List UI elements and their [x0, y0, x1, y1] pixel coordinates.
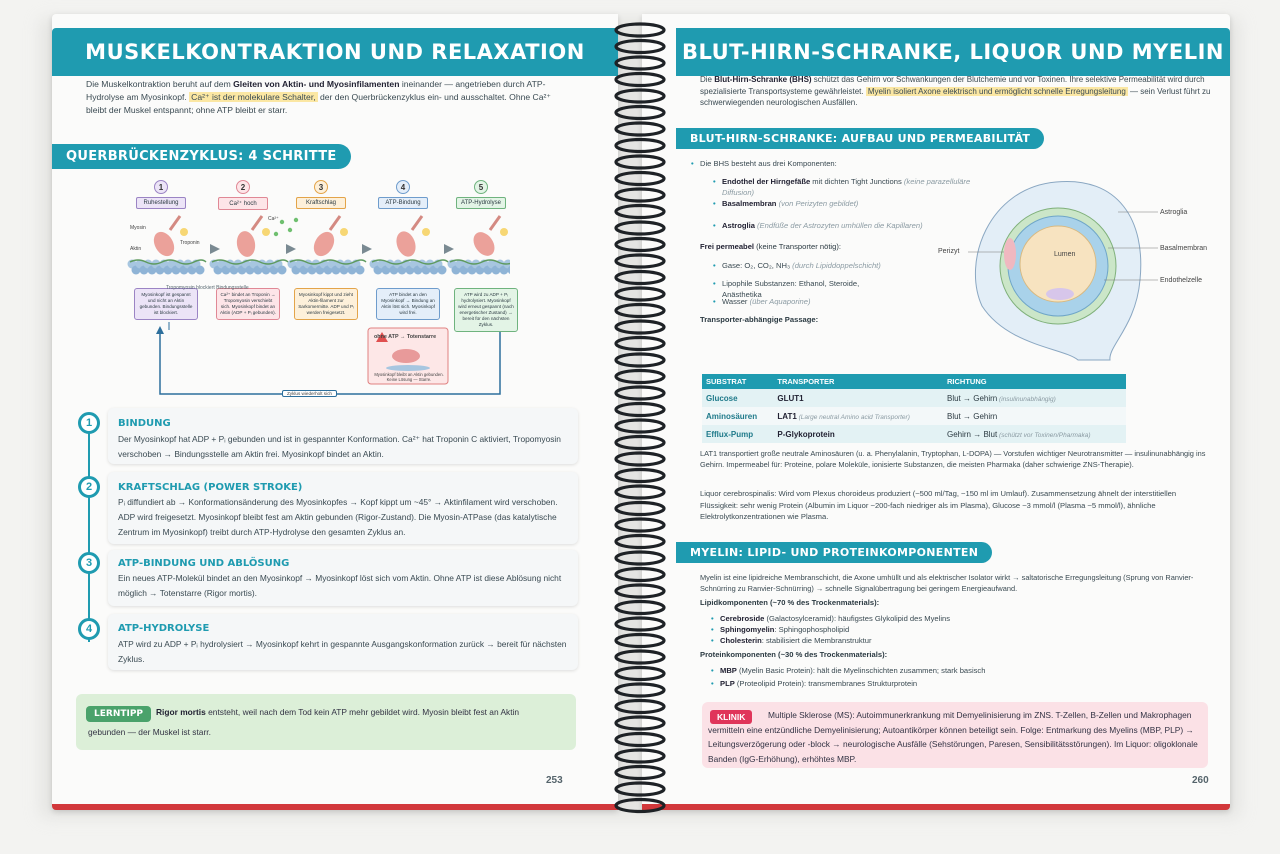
myosin-head-icon — [392, 349, 420, 363]
table-row — [702, 407, 1126, 425]
component-item: • Astroglia (Endfüße der Astrozyten umhüllen die Kapillaren) — [722, 220, 972, 231]
table-header: RICHTUNG — [943, 374, 1126, 389]
intro-bold: Blut-Hirn-Schranke (BHS) — [714, 75, 812, 84]
label-aktin: Aktin — [130, 246, 142, 252]
myosin-neck — [170, 216, 180, 230]
lipid-heading: Lipidkomponenten (~70 % des Trockenmaterials): — [700, 598, 880, 607]
spiral-ring — [616, 651, 664, 663]
spiral-ring — [616, 371, 664, 383]
actin-bead — [278, 266, 287, 275]
frei-item: • Gase: O₂, CO₂, NH₃ (durch Lipiddoppelschicht) — [722, 260, 882, 271]
spiral-ring — [616, 717, 664, 729]
step-number-badge: 3 — [78, 552, 100, 574]
frei-item: • Wasser (über Aquaporine) — [722, 296, 882, 307]
step-label: Kraftschlag — [296, 197, 346, 209]
spiral-ring — [616, 404, 664, 416]
bhs-lead: • Die BHS besteht aus drei Komponenten: — [700, 158, 837, 169]
intro-highlight: Myelin isoliert Axone elektrisch und ermöglicht schnelle Erregungsleitung — [867, 86, 1126, 96]
myosin-neck — [252, 216, 262, 230]
section-heading-bhs: BLUT-HIRN-SCHRANKE: AUFBAU UND PERMEABILITÄT — [676, 128, 1044, 149]
spiral-ring — [616, 783, 664, 795]
crossbridge-cycle-diagram — [70, 172, 514, 402]
step-description-box: ATP wird zu ADP + Pᵢ hydrolysiert. Myosinkopf wird erneut gespannt (nach energetischer Zustand) → bereit für den nächsten Zyklus. — [454, 288, 518, 332]
spiral-ring — [616, 800, 664, 812]
calcium-ion-icon — [280, 220, 284, 224]
step-label: Ca²⁺ hoch — [218, 197, 268, 210]
spiral-ring — [616, 668, 664, 680]
section-heading-querbrueckenzyklus: QUERBRÜCKENZYKLUS: 4 SCHRITTE — [52, 144, 351, 169]
klinik-text: Multiple Sklerose (MS): Autoimmunerkrankung mit Demyelinisierung im ZNS. T-Zellen, B-Zellen und Makrophagen vermitteln eine entzündliche Demyelinisierung; Autoantikörper können beteiligt sein. Folge: Entmarkung des Myelins (MBP, PLP) → Leitungsverzögerung oder -block → neurologische Ausfälle (Sehstörungen, Paresen, Sensibilitätsstörungen). Im Liquor: oligoklonale Banden (IgG-Erhöhung), erhöhtes MBP. — [708, 710, 1198, 764]
protein-item: • PLP (Proteolipid Protein): transmembranes Strukturprotein — [720, 678, 1200, 689]
step-title: ATP-HYDROLYSE — [118, 623, 210, 634]
intro-text: Die — [700, 75, 715, 84]
intro-text: ineinander — angetrieben durch ATP-Hydrolyse am Myosinkopf. — [86, 79, 546, 102]
spiral-ring — [616, 321, 664, 333]
step-number: 1 — [154, 180, 168, 194]
spiral-ring — [616, 684, 664, 696]
arrow-icon — [210, 244, 220, 254]
myosin-neck — [490, 216, 500, 230]
table-cell: Gehirn → Blut (schützt vor Toxinen/Pharmaka) — [943, 425, 1126, 443]
spiral-ring — [616, 288, 664, 300]
step-title: BINDUNG — [118, 418, 171, 429]
step-number-badge: 2 — [78, 476, 100, 498]
step-number: 4 — [396, 180, 410, 194]
myosin-neck — [412, 216, 422, 230]
intro-text: Die Muskelkontraktion beruht auf dem — [86, 79, 234, 89]
table-cell: Blut → Gehirn — [943, 407, 1126, 425]
spiral-ring — [616, 222, 664, 234]
table-cell: Aminosäuren — [702, 407, 773, 425]
spiral-ring — [616, 585, 664, 597]
spiral-ring — [616, 156, 664, 168]
frei-heading-note: (keine Transporter nötig): — [754, 242, 841, 251]
spiral-ring — [616, 437, 664, 449]
step-body: Der Myosinkopf hat ADP + Pᵢ gebunden und ist in gespannter Konformation. Ca²⁺ hat Troponin C aktiviert, Tropomyosin verschoben → Bindungsstelle am Aktin frei. Myosinkopf bindet an Aktin. — [118, 434, 561, 459]
atp-molecule-icon — [340, 228, 348, 236]
myosin-head-icon — [310, 228, 339, 260]
klinik-tag: KLINIK — [710, 710, 752, 724]
timeline-line — [88, 432, 90, 642]
step-number: 3 — [314, 180, 328, 194]
component-item: • Endothel der Hirngefäße mit dichten Tight Junctions (keine parazelluläre Diffusion) — [722, 176, 972, 198]
spiral-ring — [616, 239, 664, 251]
klinik-box — [702, 702, 1208, 768]
arrow-icon — [444, 244, 454, 254]
atp-molecule-icon — [500, 228, 508, 236]
spiral-ring — [616, 173, 664, 185]
actin-bead — [438, 266, 447, 275]
actin-bead — [196, 266, 205, 275]
spiral-ring — [616, 140, 664, 152]
lerntipp-line1: entsteht, weil nach dem Tod kein ATP mehr gebildet wird. Myosin bleibt fest an Aktin — [205, 707, 520, 717]
label-tropomyosin: Tropomyosin blockiert Bindungsstelle — [166, 285, 249, 291]
table-header: TRANSPORTER — [773, 374, 943, 389]
spiral-ring — [616, 420, 664, 432]
table-cell: Efflux-Pump — [702, 425, 773, 443]
intro-highlight: Ca²⁺ ist der molekulare Schalter, — [191, 92, 316, 102]
atp-molecule-icon — [262, 228, 270, 236]
atp-molecule-icon — [180, 228, 188, 236]
myosin-head-icon — [393, 229, 419, 260]
frei-heading-bold: Frei permeabel — [700, 242, 755, 251]
spiral-ring — [616, 354, 664, 366]
label-ca: Ca²⁺ — [268, 216, 279, 222]
step-description-box: Myosinkopf ist gespannt und nicht an Aktin gebunden. Bindungsstelle ist blockiert. — [134, 288, 198, 320]
spiral-ring — [616, 123, 664, 135]
frei-heading — [700, 242, 841, 251]
spiral-ring — [616, 24, 664, 36]
spiral-ring — [616, 486, 664, 498]
table-row — [702, 425, 1126, 443]
step-label: ATP-Bindung — [378, 197, 428, 209]
protein-item: • MBP (Myelin Basic Protein): hält die Myelinschichten zusammen; stark basisch — [720, 665, 1200, 676]
spiral-ring — [616, 255, 664, 267]
step-number-badge: 4 — [78, 618, 100, 640]
lipid-item: • Sphingomyelin: Sphingophospholipid — [720, 624, 1200, 635]
step-body: ATP wird zu ADP + Pᵢ hydrolysiert → Myosinkopf kehrt in gespannte Ausgangskonformation zurück → bereit für nächsten Zyklus. — [118, 639, 567, 664]
intro-text: schützt das Gehirn vor Schwankungen der Blutchemie und vor Toxinen. Ihre selektive Permeabilität wird durch spezialisierte Transportsysteme gewährleistet. — [700, 75, 1205, 96]
lipid-item: • Cerebroside (Galactosylceramid): häufigstes Glykolipid des Myelins — [720, 613, 1200, 624]
intro-bold: Gleiten von Aktin- und Myosinfilamenten — [233, 79, 400, 89]
section-heading-myelin: MYELIN: LIPID- UND PROTEINKOMPONENTEN — [676, 542, 992, 563]
spiral-ring — [616, 189, 664, 201]
step-number-badge: 1 — [78, 412, 100, 434]
liquor-text: Liquor cerebrospinalis: Wird vom Plexus choroideus produziert (~500 ml/Tag, ~150 ml im Umlauf). Zusammensetzung ähnelt der interstitiellen Flüssigkeit: sehr wenig Protein (Albumin im Liquor ~200-fach niedriger als im Plasma), Glucose ~3 mmol/l (Plasma ~5 mmol/l), ähnliche Elektrolytkonzentrationen wie Plasma. — [700, 489, 1177, 521]
spiral-ring — [616, 470, 664, 482]
step-number: 5 — [474, 180, 488, 194]
calcium-ion-icon — [274, 232, 278, 236]
cycle-return-line — [160, 332, 500, 394]
step-label: Ruhestellung — [136, 197, 186, 209]
spiral-ring — [616, 272, 664, 284]
frei-item: • Lipophile Substanzen: Ethanol, Steroide, Anästhetika — [722, 278, 882, 300]
step-title: KRAFTSCHLAG (POWER STROKE) — [118, 482, 303, 493]
label-myosin: Myosin — [130, 225, 146, 231]
pericyte-shape — [1004, 238, 1016, 270]
step-body: Ein neues ATP-Molekül bindet an den Myosinkopf → Myosinkopf löst sich vom Aktin. Ohne ATP ist diese Ablösung nicht möglich → Totenstarre (Rigor mortis). — [118, 573, 562, 598]
spiral-ring — [616, 536, 664, 548]
label-lumen: Lumen — [1054, 251, 1076, 258]
table-cell: GLUT1 — [773, 389, 943, 407]
transport-heading: Transporter-abhängige Passage: — [700, 315, 819, 324]
transporter-table — [702, 374, 1126, 443]
warning-title: ohne ATP → Totenstarre — [374, 334, 437, 340]
label-perizyt: Perizyt — [938, 248, 960, 255]
right-intro — [700, 74, 1218, 109]
capillary-diagram — [968, 176, 1168, 366]
table-cell: Glucose — [702, 389, 773, 407]
myelin-intro: Myelin ist eine lipidreiche Membranschicht, die Axone umhüllt und als elektrischer Isolator wirkt → saltatorische Erregungsleitung (Sprung von Ranvier-Schnürring zu Ranvier-Schnürring) → schnelle Signalübertragung bei geringem Energieaufwand. — [700, 573, 1194, 593]
cycle-label: Zyklus wiederholt sich — [282, 390, 337, 397]
actin-bead — [356, 266, 365, 275]
myosin-neck — [330, 216, 340, 230]
label-basalmembran: Basalmembran — [1160, 245, 1208, 252]
spiral-ring — [616, 552, 664, 564]
step-label: ATP-Hydrolyse — [456, 197, 506, 209]
table-row — [702, 389, 1126, 407]
spiral-ring — [616, 519, 664, 531]
label-astroglia: Astroglia — [1160, 209, 1188, 216]
lerntipp-bold: Rigor mortis — [156, 707, 206, 717]
lerntipp-text — [156, 704, 566, 721]
calcium-ion-icon — [288, 228, 292, 232]
actin-filament-icon — [386, 365, 430, 371]
left-page-number: 253 — [546, 775, 563, 786]
step-description-box: ATP bindet an den Myosinkopf → Bindung an Aktin löst sich. Myosinkopf wird frei. — [376, 288, 440, 320]
intro-text: — sein Verlust führt zu schwerwiegenden neurologischen Ausfällen. — [700, 86, 1211, 107]
warning-text: Myosinkopf bleibt an Aktin gebunden. Keine Lösung — Starre. — [374, 372, 444, 382]
spiral-ring — [616, 74, 664, 86]
spiral-ring — [616, 338, 664, 350]
table-cell: P-Glykoprotein — [773, 425, 943, 443]
left-page-title: MUSKELKONTRAKTION UND RELAXATION — [52, 28, 618, 76]
myosin-head-icon — [150, 228, 179, 260]
step-description-box: Myosinkopf kippt und zieht Aktin-filament zur Sarkomermitte. ADP und Pᵢ werden freigesetzt. — [294, 288, 358, 320]
table-cell: LAT1 (Large neutral Amino acid Transporter) — [773, 407, 943, 425]
spiral-binding — [600, 0, 680, 854]
spiral-ring — [616, 750, 664, 762]
spiral-ring — [616, 569, 664, 581]
nucleus-shape — [1046, 288, 1074, 300]
spiral-ring — [616, 734, 664, 746]
spiral-ring — [616, 503, 664, 515]
spiral-ring — [616, 618, 664, 630]
arrow-icon — [286, 244, 296, 254]
myosin-head-icon — [235, 230, 257, 259]
myosin-head-icon — [469, 228, 499, 260]
spiral-ring — [616, 107, 664, 119]
calcium-ion-icon — [294, 218, 298, 222]
spiral-ring — [616, 41, 664, 53]
spiral-ring — [616, 305, 664, 317]
spiral-ring — [616, 90, 664, 102]
spiral-ring — [616, 767, 664, 779]
step-body: Pᵢ diffundiert ab → Konformationsänderung des Myosinkopfes → Kopf kippt um ~45° → Aktinfilament wird verschoben. ADP wird freigesetzt. Myosinkopf bleibt fest am Aktin gebunden (Rigor-Zustand). Die Myosin-ATPase (das katalytische Zentrum im Myosinkopf) treibt durch ATP-Hydrolyse den gesamten Zyklus an. — [118, 497, 558, 537]
protein-heading: Proteinkomponenten (~30 % des Trockenmaterials): — [700, 650, 888, 659]
table-header: SUBSTRAT — [702, 374, 773, 389]
spiral-ring — [616, 635, 664, 647]
arrow-up-icon — [156, 326, 164, 334]
spiral-ring — [616, 602, 664, 614]
intro-text: der den Querbrückenzyklus ein- und ausschaltet. Ohne Ca²⁺ bleibt der Muskel entspannt; ohne ATP bleibt er starr. — [86, 92, 551, 115]
lerntipp-tag: LERNTIPP — [86, 706, 151, 722]
lerntipp-box — [76, 694, 576, 750]
lerntipp-line2: gebunden — der Muskel ist starr. — [88, 727, 211, 737]
left-intro — [86, 78, 566, 117]
atp-molecule-icon — [422, 228, 430, 236]
step-description-box: Ca²⁺ bindet an Troponin → Tropomyosin verschiebt sich. Myosinkopf bindet an Aktin (ADP + Pᵢ gebunden). — [216, 288, 280, 320]
right-page-title: BLUT-HIRN-SCHRANKE, LIQUOR UND MYELIN — [676, 28, 1230, 76]
spiral-ring — [616, 387, 664, 399]
lipid-item: • Cholesterin: stabilisiert die Membranstruktur — [720, 635, 1200, 646]
step-title: ATP-BINDUNG UND ABLÖSUNG — [118, 558, 290, 569]
label-endothelzelle: Endothelzelle — [1160, 277, 1203, 284]
spiral-ring — [616, 57, 664, 69]
spiral-ring — [616, 701, 664, 713]
step-number: 2 — [236, 180, 250, 194]
spiral-ring — [616, 206, 664, 218]
arrow-icon — [362, 244, 372, 254]
lat1-text: LAT1 transportiert große neutrale Aminosäuren (u. a. Phenylalanin, Tryptophan, L-DOPA) — Vorstufen wichtiger Neurotransmitter — insulinunabhängig ins Gehirn. Impermeabel für: Proteine, polare Moleküle, ionisierte Substanzen, die meisten Pharmaka (daher schwierige ZNS-Therapie). — [700, 449, 1206, 469]
label-troponin: Troponin — [180, 240, 200, 246]
component-item: • Basalmembran (von Perizyten gebildet) — [722, 198, 972, 209]
right-page-number: 260 — [1192, 775, 1209, 786]
spiral-ring — [616, 453, 664, 465]
table-cell: Blut → Gehirn (insulinunabhängig) — [943, 389, 1126, 407]
